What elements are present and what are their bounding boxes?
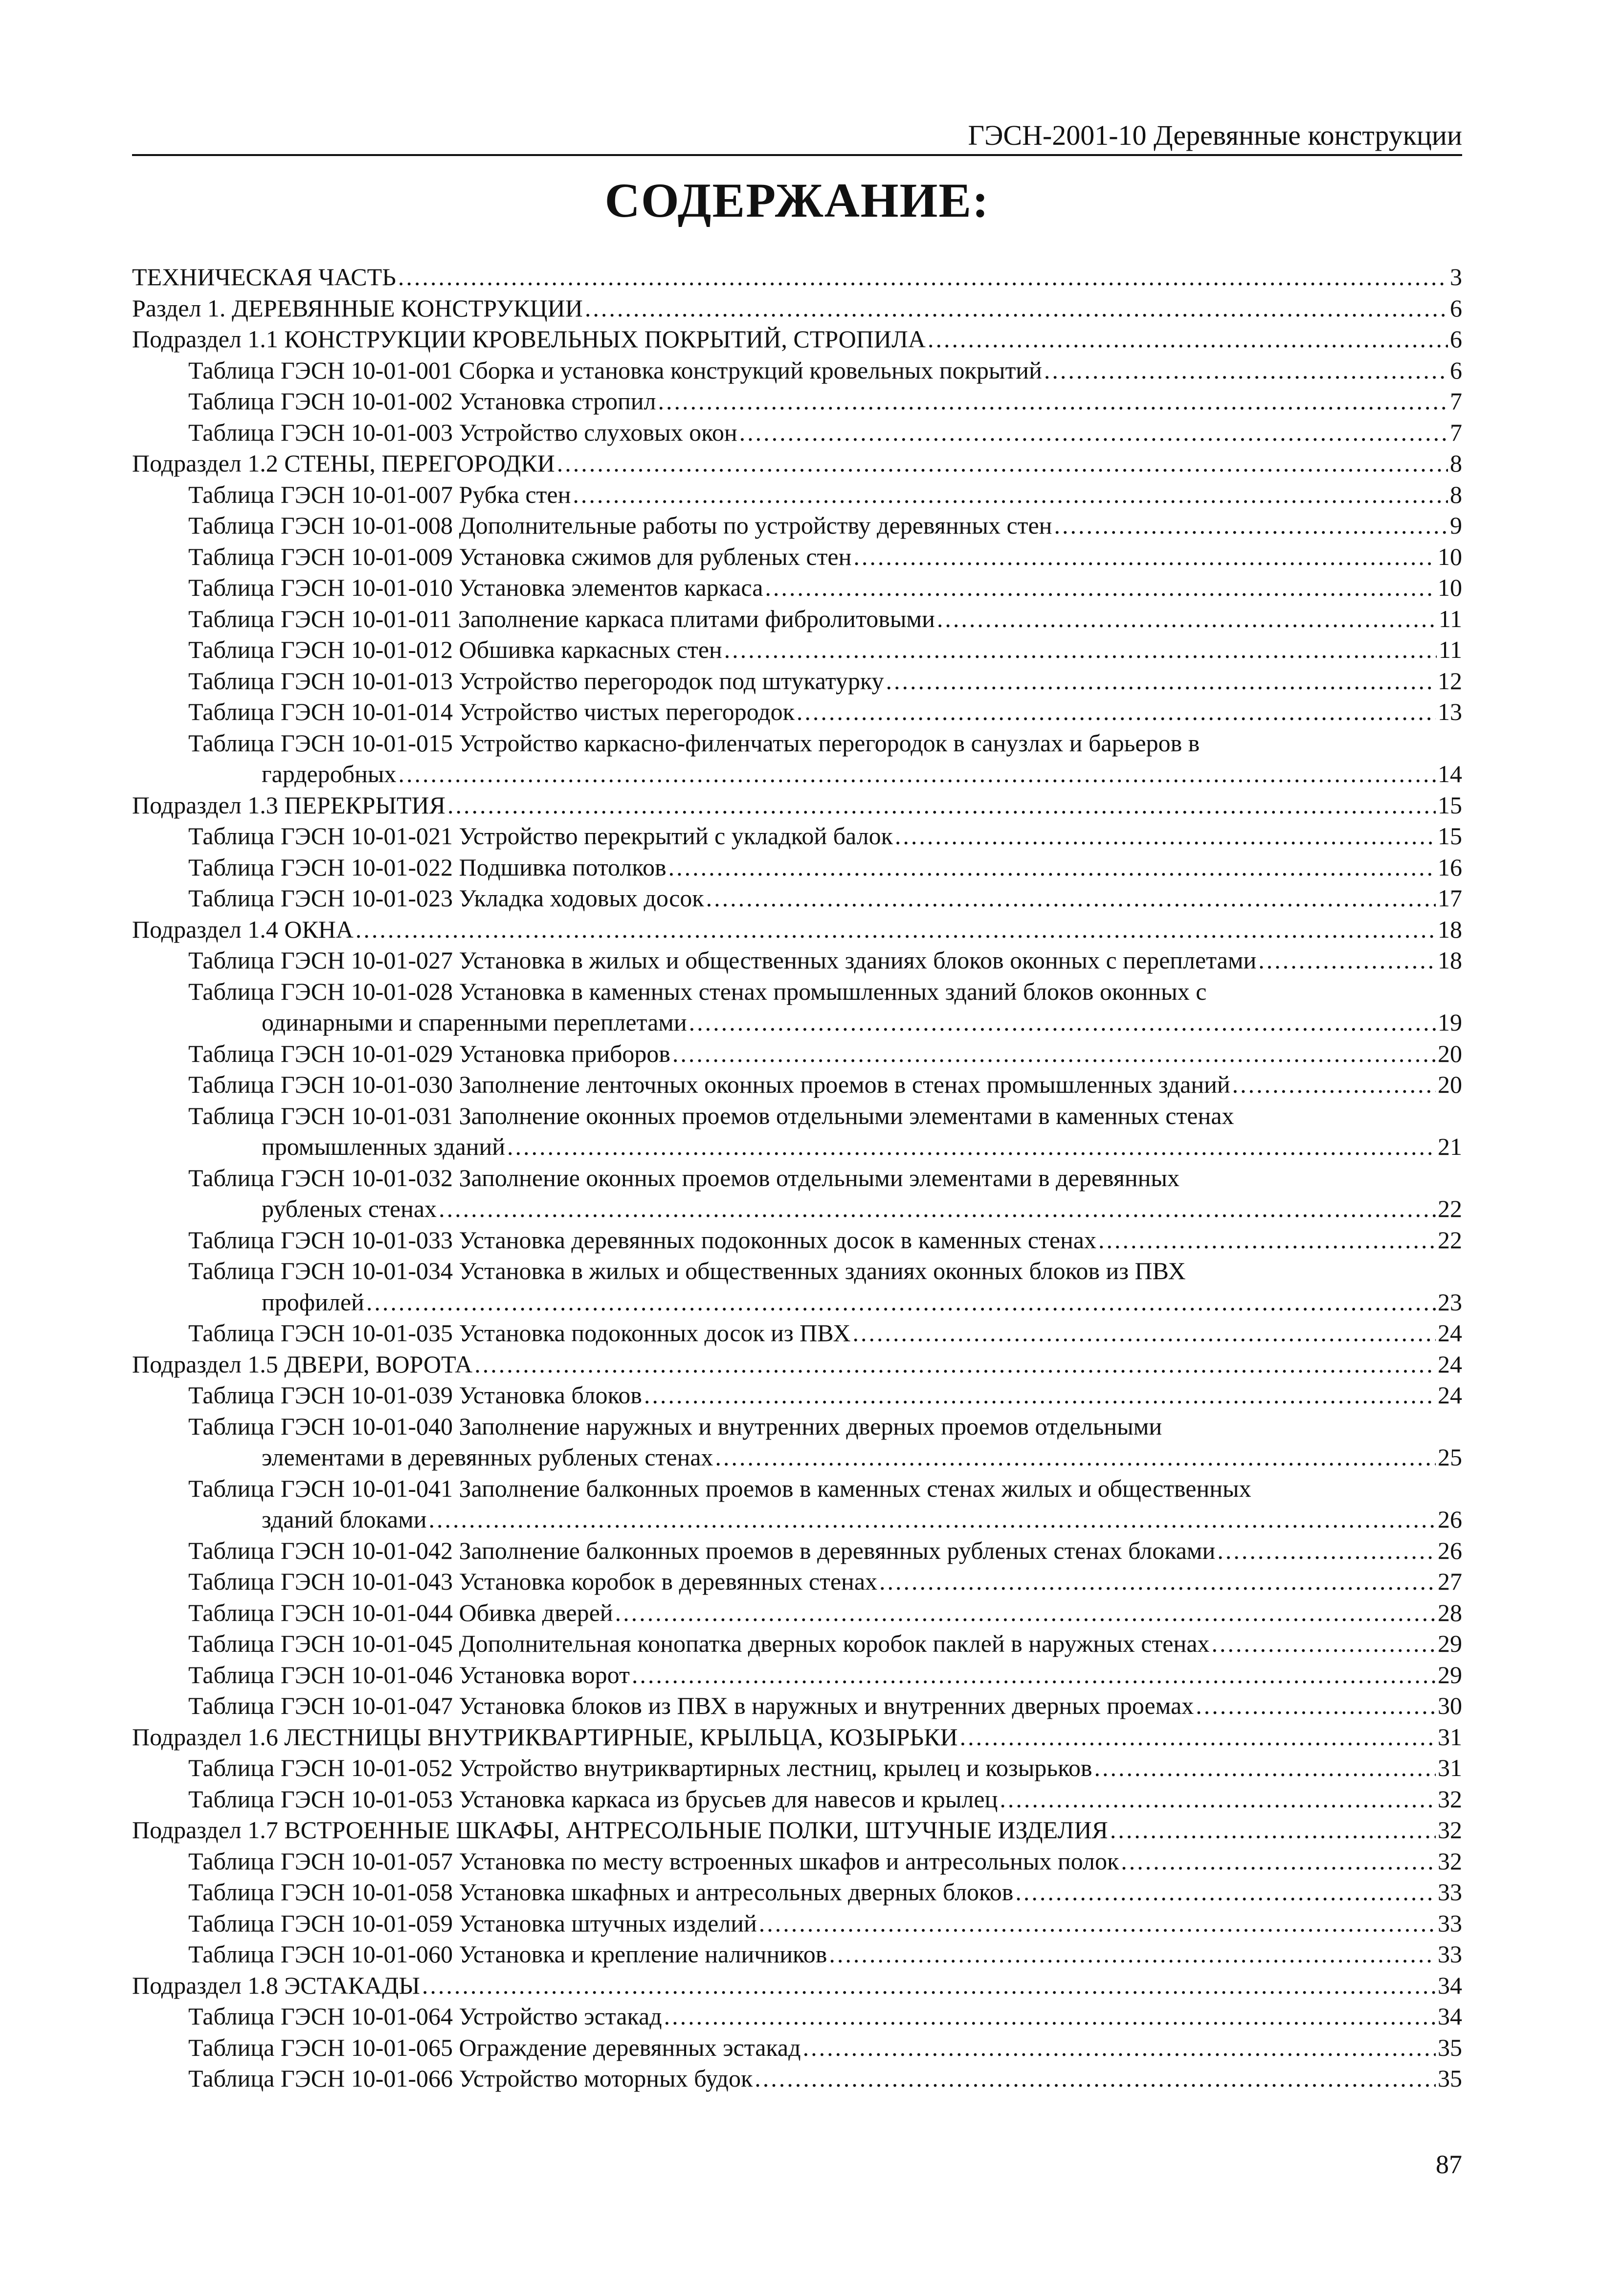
toc-entry-title: Подраздел 1.1 КОНСТРУКЦИИ КРОВЕЛЬНЫХ ПОКРЫТИЙ, СТРОПИЛА (132, 325, 926, 353)
toc-entry (132, 1753, 1462, 1784)
toc-entry (132, 914, 1462, 945)
toc-entry-title: Таблица ГЭСН 10-01-010 Установка элементов каркаса (188, 574, 763, 601)
toc-page-number: 19 (1438, 1009, 1462, 1036)
toc-entry-title: Таблица ГЭСН 10-01-060 Установка и крепление наличников (188, 1940, 827, 1968)
toc-entry-title: Таблица ГЭСН 10-01-021 Устройство перекрытий с укладкой балок (188, 822, 893, 850)
toc-page-number: 6 (1450, 356, 1462, 384)
toc-page-number: 29 (1438, 1661, 1462, 1688)
toc-page-number: 27 (1438, 1568, 1462, 1595)
toc-entry (132, 293, 1462, 324)
toc-page-number: 23 (1438, 1288, 1462, 1316)
toc-entry (132, 1815, 1462, 1846)
toc-page-number: 26 (1438, 1536, 1462, 1564)
toc-page-number: 9 (1450, 512, 1462, 539)
toc-entry (132, 1535, 1462, 1567)
toc-entry (132, 883, 1462, 914)
toc-entry-title-continuation: рубленых стенах (262, 1195, 437, 1222)
toc-entry-title-continuation: элементами в деревянных рубленых стенах (262, 1443, 713, 1471)
toc-entry-title-continuation: профилей (262, 1288, 364, 1316)
toc-entry (132, 1566, 1462, 1598)
toc-page-number: 33 (1438, 1909, 1462, 1937)
toc-entry-title: Таблица ГЭСН 10-01-029 Установка приборов (188, 1039, 670, 1067)
toc-page-number: 6 (1450, 325, 1462, 353)
toc-entry (132, 1784, 1462, 1815)
toc-entry (132, 1846, 1462, 1877)
toc-entry (132, 510, 1462, 541)
toc-entry-title: Таблица ГЭСН 10-01-030 Заполнение ленточных оконных проемов в стенах промышленных зданий (188, 1071, 1230, 1098)
table-of-contents (132, 262, 1462, 2094)
toc-page-number: 17 (1438, 884, 1462, 912)
toc-entry (132, 1722, 1462, 1753)
dot-leader (429, 1504, 1436, 1535)
toc-page-number: 34 (1438, 2002, 1462, 2030)
toc-page-number: 6 (1450, 294, 1462, 322)
toc-entry (132, 1411, 1462, 1473)
toc-entry-title: Таблица ГЭСН 10-01-023 Укладка ходовых досок (188, 884, 704, 912)
toc-entry (132, 448, 1462, 479)
toc-page-number: 3 (1450, 263, 1462, 291)
dot-leader (668, 852, 1436, 883)
toc-entry-title: Таблица ГЭСН 10-01-015 Устройство каркасно-филенчатых перегородок в санузлах и барьеров в (188, 729, 1200, 757)
toc-entry-title: Таблица ГЭСН 10-01-058 Установка шкафных и антресольных дверных блоков (188, 1878, 1014, 1906)
dot-leader (706, 883, 1436, 914)
toc-page-number: 11 (1438, 605, 1462, 632)
dot-leader (755, 2063, 1436, 2094)
toc-page-number: 7 (1450, 418, 1462, 446)
toc-entry-title: Таблица ГЭСН 10-01-011 Заполнение каркаса плитами фибролитовыми (188, 605, 935, 632)
toc-page-number: 22 (1438, 1226, 1462, 1254)
toc-page-number: 24 (1438, 1381, 1462, 1409)
dot-leader (689, 1007, 1436, 1038)
dot-leader (829, 1939, 1436, 1970)
toc-entry (132, 355, 1462, 386)
toc-entry (132, 852, 1462, 883)
toc-entry-title: Подраздел 1.3 ПЕРЕКРЫТИЯ (132, 791, 445, 819)
toc-entry (132, 2032, 1462, 2064)
dot-leader (557, 448, 1448, 479)
toc-entry-title: Таблица ГЭСН 10-01-028 Установка в каменных стенах промышленных зданий блоков оконных с (188, 977, 1207, 1005)
toc-entry-title: Таблица ГЭСН 10-01-012 Обшивка каркасных стен (188, 636, 722, 663)
toc-entry-title: Таблица ГЭСН 10-01-031 Заполнение оконных проемов отдельными элементами в каменных стенах (188, 1102, 1234, 1129)
dot-leader (739, 417, 1448, 449)
toc-entry-title: Таблица ГЭСН 10-01-041 Заполнение балконных проемов в каменных стенах жилых и общественных (188, 1474, 1251, 1502)
toc-page-number: 28 (1438, 1598, 1462, 1626)
dot-leader (1015, 1877, 1436, 1908)
toc-page-number: 35 (1438, 2065, 1462, 2092)
toc-entry (132, 1069, 1462, 1101)
dot-leader (366, 1287, 1436, 1318)
toc-entry-title: Раздел 1. ДЕРЕВЯННЫЕ КОНСТРУКЦИИ (132, 294, 583, 322)
toc-page-number: 33 (1438, 1940, 1462, 1968)
dot-leader (928, 324, 1448, 355)
running-header (132, 115, 1462, 156)
toc-page-number: 20 (1438, 1071, 1462, 1098)
toc-entry (132, 1256, 1462, 1318)
page-title: СОДЕРЖАНИЕ: (604, 173, 990, 227)
toc-page-number: 10 (1438, 574, 1462, 601)
toc-page-number: 33 (1438, 1878, 1462, 1906)
dot-leader (672, 1038, 1436, 1070)
toc-entry (132, 976, 1462, 1038)
toc-entry-title: Таблица ГЭСН 10-01-007 Рубка стен (188, 480, 571, 508)
dot-leader (1098, 1225, 1436, 1256)
toc-entry (132, 1939, 1462, 1970)
toc-entry-title-continuation: зданий блоками (262, 1506, 427, 1533)
toc-entry (132, 821, 1462, 852)
toc-entry (132, 1660, 1462, 1691)
dot-leader (664, 2001, 1436, 2032)
dot-leader (644, 1380, 1436, 1411)
toc-page-number: 18 (1438, 915, 1462, 943)
toc-entry-title: Таблица ГЭСН 10-01-065 Ограждение деревянных эстакад (188, 2033, 801, 2061)
toc-entry-title: Таблица ГЭСН 10-01-003 Устройство слуховых окон (188, 418, 737, 446)
toc-entry-title: Таблица ГЭСН 10-01-045 Дополнительная конопатка дверных коробок паклей в наружных стенах (188, 1630, 1210, 1657)
toc-entry-title: Таблица ГЭСН 10-01-043 Установка коробок в деревянных стенах (188, 1568, 878, 1595)
toc-entry (132, 728, 1462, 790)
dot-leader (573, 479, 1448, 511)
dot-leader (1094, 1753, 1436, 1784)
toc-entry (132, 1628, 1462, 1660)
toc-entry (132, 1877, 1462, 1908)
dot-leader (585, 293, 1448, 324)
toc-entry (132, 262, 1462, 293)
dot-leader (852, 1318, 1436, 1349)
toc-page-number: 32 (1438, 1816, 1462, 1844)
toc-page-number: 31 (1438, 1754, 1462, 1781)
toc-entry (132, 1225, 1462, 1256)
toc-entry-title: Таблица ГЭСН 10-01-066 Устройство моторных будок (188, 2065, 753, 2092)
toc-page-number: 15 (1438, 791, 1462, 819)
toc-entry-title: Таблица ГЭСН 10-01-022 Подшивка потолков (188, 853, 667, 881)
toc-entry-title: Таблица ГЭСН 10-01-013 Устройство перегородок под штукатурку (188, 667, 884, 695)
running-title: ГЭСН-2001-10 Деревянные конструкции (968, 119, 1462, 151)
toc-entry-title: Таблица ГЭСН 10-01-064 Устройство эстакад (188, 2002, 662, 2030)
dot-leader (474, 1349, 1436, 1380)
toc-entry-title: Таблица ГЭСН 10-01-052 Устройство внутриквартирных лестниц, крылец и козырьков (188, 1754, 1092, 1781)
toc-page-number: 15 (1438, 822, 1462, 850)
toc-entry-title: Таблица ГЭСН 10-01-047 Установка блоков из ПВХ в наружных и внутренних дверных проемах (188, 1692, 1194, 1719)
toc-entry-title: Таблица ГЭСН 10-01-039 Установка блоков (188, 1381, 642, 1409)
toc-entry-title: Подраздел 1.8 ЭСТАКАДЫ (132, 1971, 420, 1999)
toc-entry-title: Таблица ГЭСН 10-01-033 Установка деревянных подоконных досок в каменных стенах (188, 1226, 1096, 1254)
toc-entry-title: Подраздел 1.6 ЛЕСТНИЦЫ ВНУТРИКВАРТИРНЫЕ, КРЫЛЬЦА, КОЗЫРЬКИ (132, 1723, 958, 1751)
toc-entry-title: Таблица ГЭСН 10-01-044 Обивка дверей (188, 1598, 613, 1626)
toc-entry-title: Таблица ГЭСН 10-01-001 Сборка и установка конструкций кровельных покрытий (188, 356, 1042, 384)
toc-entry-title: Таблица ГЭСН 10-01-046 Установка ворот (188, 1661, 630, 1688)
toc-page-number: 10 (1438, 542, 1462, 570)
toc-entry-title: Таблица ГЭСН 10-01-057 Установка по месту встроенных шкафов и антресольных полок (188, 1847, 1119, 1875)
dot-leader (1054, 510, 1448, 541)
dot-leader (1044, 355, 1448, 386)
toc-page-number: 25 (1438, 1443, 1462, 1471)
dot-leader (658, 386, 1448, 417)
toc-page-number: 26 (1438, 1506, 1462, 1533)
dot-leader (724, 634, 1437, 666)
toc-page-number: 20 (1438, 1039, 1462, 1067)
dot-leader (1211, 1628, 1436, 1660)
toc-entry-title: Таблица ГЭСН 10-01-002 Установка стропил (188, 387, 656, 415)
toc-page-number: 30 (1438, 1692, 1462, 1719)
toc-entry-title: Подраздел 1.4 ОКНА (132, 915, 354, 943)
toc-entry (132, 1318, 1462, 1349)
toc-entry (132, 479, 1462, 511)
toc-page-number: 14 (1438, 760, 1462, 788)
toc-entry-title: Подраздел 1.7 ВСТРОЕННЫЕ ШКАФЫ, АНТРЕСОЛЬНЫЕ ПОЛКИ, ШТУЧНЫЕ ИЗДЕЛИЯ (132, 1816, 1108, 1844)
toc-page-number: 31 (1438, 1723, 1462, 1751)
toc-entry-title: Таблица ГЭСН 10-01-014 Устройство чистых перегородок (188, 698, 795, 725)
toc-entry (132, 2001, 1462, 2032)
toc-entry (132, 386, 1462, 417)
dot-leader (715, 1442, 1436, 1473)
toc-entry (132, 634, 1462, 666)
page-number: 87 (1436, 2150, 1462, 2179)
dot-leader (1000, 1784, 1436, 1815)
toc-entry-title: Таблица ГЭСН 10-01-040 Заполнение наружных и внутренних дверных проемов отдельными (188, 1412, 1162, 1440)
toc-entry-title: Таблица ГЭСН 10-01-027 Установка в жилых и общественных зданиях блоков оконных с переплетами (188, 946, 1257, 974)
toc-page-number: 12 (1438, 667, 1462, 695)
dot-leader (1110, 1815, 1436, 1846)
toc-entry (132, 790, 1462, 821)
dot-leader (1258, 945, 1436, 976)
dot-leader (803, 2032, 1436, 2064)
toc-entry-title-continuation: промышленных зданий (262, 1133, 506, 1160)
toc-entry (132, 324, 1462, 355)
dot-leader (765, 572, 1436, 604)
dot-leader (759, 1908, 1436, 1939)
toc-entry (132, 604, 1462, 635)
toc-entry (132, 541, 1462, 573)
toc-entry (132, 1349, 1462, 1380)
toc-entry-title: Таблица ГЭСН 10-01-042 Заполнение балконных проемов в деревянных рубленых стенах блоками (188, 1536, 1216, 1564)
toc-page-number: 35 (1438, 2033, 1462, 2061)
toc-entry-title: Таблица ГЭСН 10-01-059 Установка штучных изделий (188, 1909, 757, 1937)
toc-page-number: 16 (1438, 853, 1462, 881)
dot-leader (797, 697, 1436, 728)
dot-leader (937, 604, 1437, 635)
toc-entry-title-continuation: гардеробных (262, 760, 397, 788)
toc-page-number: 24 (1438, 1319, 1462, 1347)
toc-page-number: 8 (1450, 450, 1462, 477)
dot-leader (1196, 1690, 1436, 1722)
dot-leader (886, 666, 1436, 697)
toc-entry-title: ТЕХНИЧЕСКАЯ ЧАСТЬ (132, 263, 396, 291)
dot-leader (853, 541, 1436, 573)
toc-page-number: 22 (1438, 1195, 1462, 1222)
toc-entry (132, 1970, 1462, 2002)
toc-page-number: 34 (1438, 1971, 1462, 1999)
toc-page-number: 21 (1438, 1133, 1462, 1160)
toc-page-number: 24 (1438, 1350, 1462, 1378)
toc-entry (132, 1038, 1462, 1070)
dot-leader (447, 790, 1436, 821)
dot-leader (1217, 1535, 1436, 1567)
toc-entry-title: Таблица ГЭСН 10-01-032 Заполнение оконных проемов отдельными элементами в деревянных (188, 1164, 1179, 1192)
dot-leader (1232, 1069, 1436, 1101)
toc-entry (132, 572, 1462, 604)
toc-page-number: 8 (1450, 480, 1462, 508)
toc-page-number: 18 (1438, 946, 1462, 974)
toc-entry-title-continuation: одинарными и спаренными переплетами (262, 1009, 687, 1036)
toc-entry (132, 2063, 1462, 2094)
toc-entry-title: Таблица ГЭСН 10-01-035 Установка подоконных досок из ПВХ (188, 1319, 851, 1347)
toc-entry-title: Таблица ГЭСН 10-01-009 Установка сжимов для рубленых стен (188, 542, 852, 570)
toc-entry (132, 697, 1462, 728)
toc-entry (132, 1101, 1462, 1163)
dot-leader (439, 1193, 1436, 1225)
dot-leader (398, 262, 1448, 293)
dot-leader (895, 821, 1436, 852)
toc-page-number: 13 (1438, 698, 1462, 725)
toc-page-number: 32 (1438, 1785, 1462, 1813)
dot-leader (356, 914, 1436, 945)
toc-page-number: 32 (1438, 1847, 1462, 1875)
toc-entry-title: Таблица ГЭСН 10-01-008 Дополнительные работы по устройству деревянных стен (188, 512, 1052, 539)
toc-page-number: 29 (1438, 1630, 1462, 1657)
toc-entry-title: Таблица ГЭСН 10-01-053 Установка каркаса из брусьев для навесов и крылец (188, 1785, 998, 1813)
dot-leader (398, 759, 1436, 790)
dot-leader (1121, 1846, 1436, 1877)
toc-entry (132, 417, 1462, 449)
toc-entry (132, 945, 1462, 976)
toc-entry (132, 1163, 1462, 1225)
toc-page-number: 11 (1438, 636, 1462, 663)
toc-entry (132, 1473, 1462, 1535)
toc-page-number: 7 (1450, 387, 1462, 415)
toc-entry-title: Таблица ГЭСН 10-01-034 Установка в жилых и общественных зданиях оконных блоков из ПВХ (188, 1257, 1186, 1284)
dot-leader (879, 1566, 1436, 1598)
toc-entry-title: Подраздел 1.2 СТЕНЫ, ПЕРЕГОРОДКИ (132, 450, 555, 477)
toc-entry (132, 1908, 1462, 1939)
toc-entry (132, 1690, 1462, 1722)
dot-leader (507, 1131, 1436, 1163)
toc-entry (132, 1380, 1462, 1411)
toc-entry (132, 666, 1462, 697)
dot-leader (615, 1598, 1436, 1629)
dot-leader (422, 1970, 1436, 2002)
dot-leader (960, 1722, 1436, 1753)
toc-entry-title: Подраздел 1.5 ДВЕРИ, ВОРОТА (132, 1350, 473, 1378)
dot-leader (632, 1660, 1436, 1691)
toc-entry (132, 1598, 1462, 1629)
